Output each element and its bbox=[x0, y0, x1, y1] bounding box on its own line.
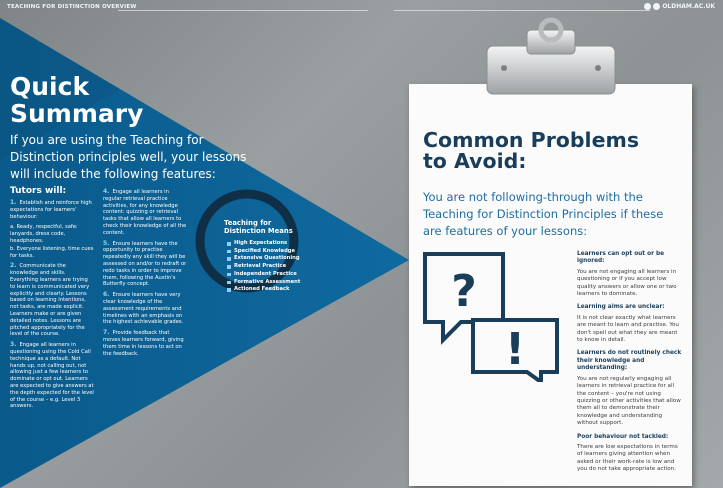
tutor-point: 1. Establish and reinforce high expectations for learners' behaviour: bbox=[10, 199, 92, 220]
problem-heading: Learners do not routinely check their knowledge and understanding: bbox=[577, 350, 682, 372]
speech-bubbles-icon bbox=[423, 252, 559, 382]
problem-text: You are not engaging all learners in questioning or if you accept low quality answers or allow one or two learners to dominate. bbox=[577, 268, 677, 298]
problem-text: You are not regularly engaging all learners in retrieval practice for all the content – you're not using quizzing or other activities that allow them all to demonstrate their knowledge and understanding without support. bbox=[577, 375, 681, 427]
tutor-point: 4. Engage all learners in regular retrieval practice activities, for any knowledge content: quizzing or retrieval tasks that allow all learners to check their knowledge of all the content. bbox=[103, 188, 187, 236]
tutor-subpoint: b. Everyone listening, time cues for tasks. bbox=[10, 245, 94, 259]
problem-heading: Poor behaviour not tackled: bbox=[577, 433, 669, 440]
tutor-subpoint: a. Ready, respectful, safe: lanyards, dress code, headphones. bbox=[10, 224, 78, 244]
means-item: Specified Knowledge bbox=[227, 248, 300, 256]
means-item: Independent Practice bbox=[227, 271, 300, 279]
problems-title: Common Problems to Avoid: bbox=[423, 128, 640, 173]
problem-text: There are low expectations in terms of learners giving attention when asked or their work-rate is low and you do not take appropriate action. bbox=[577, 443, 678, 473]
problem-heading: Learners can opt out or be ignored: bbox=[577, 251, 665, 265]
problem-text: It is not clear exactly what learners are meant to learn and practise. You don't spell out what they are meant to know in detail. bbox=[577, 314, 679, 344]
summary-intro: If you are using the Teaching for Distinction principles well, your lessons will include the following features: bbox=[10, 133, 247, 181]
means-list bbox=[227, 240, 300, 294]
means-item: Extensive Questioning bbox=[227, 255, 300, 263]
means-item: High Expectations bbox=[227, 240, 300, 248]
means-item: Retrieval Practice bbox=[227, 263, 300, 271]
tutors-heading: Tutors will: bbox=[10, 186, 67, 196]
tutor-point: 6. Ensure learners have very clear knowledge of the assessment requirements and timelines with an emphasis on the highest achievable grades. bbox=[103, 291, 184, 326]
page-title bbox=[10, 73, 143, 127]
means-title: Teaching for Distinction Means bbox=[224, 219, 293, 235]
means-item: Formative Assessment bbox=[227, 279, 300, 287]
tutor-point: 3. Engage all learners in questioning using the Cold Call technique as a default. Not hands up, not calling out, not allowing just a few learners to dominate or opt out. Learners are expected to give answers at the depth expected for the level of the course – e.g. Level 3 answers. bbox=[10, 341, 94, 410]
clipboard-clip-icon bbox=[485, 16, 617, 96]
website-link[interactable]: OLDHAM.AC.UK bbox=[662, 3, 715, 10]
problem-heading: Learning aims are unclear: bbox=[577, 304, 665, 311]
tutors-column-2 bbox=[103, 189, 187, 361]
problems-list bbox=[577, 251, 683, 480]
means-item: Actioned Feedback bbox=[227, 286, 300, 294]
tutor-point: 5. Ensure learners have the opportunity to practise repeatedly any skill they will be assessed on and/or to redraft or redo tasks in order to improve them, following the Austin's Butterfly concept. bbox=[103, 239, 187, 288]
title-line-2: Summary bbox=[10, 99, 144, 128]
header-section-title: TEACHING FOR DISTINCTION OVERVIEW bbox=[7, 4, 137, 10]
problems-subtitle: You are not following-through with the Teaching for Distinction Principles if these are features of your lessons: bbox=[423, 190, 664, 238]
tutor-point: 7. Provide feedback that moves learners forward, giving them time in lessons to act on the feedback. bbox=[103, 329, 184, 357]
question-mark: ? bbox=[451, 266, 477, 317]
title-line-1: Quick bbox=[10, 72, 90, 101]
exclamation-mark: ! bbox=[504, 324, 526, 375]
tutor-point: 2. Communicate the knowledge and skills. Everything learners are trying to learn is communicated very explicitly and clearly. Lessons based on learning intentions, not tasks, are made explicit. Learners make or are given detailed notes. Lessons are pitched appropriately for the level of the course. bbox=[10, 262, 90, 338]
tutors-column-1 bbox=[10, 200, 94, 414]
